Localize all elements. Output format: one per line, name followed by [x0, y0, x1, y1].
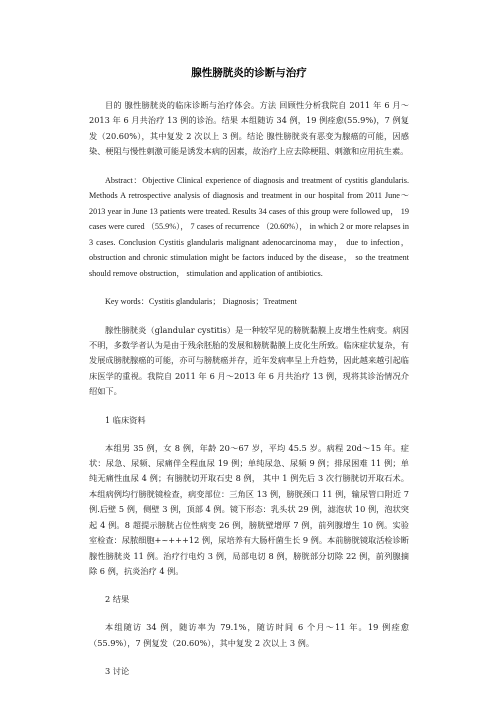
- section-heading-2: 2 结果: [105, 594, 130, 605]
- paper-title: 腺性膀胱炎的诊断与治疗: [191, 67, 307, 79]
- section-heading-3: 3 讨论: [105, 666, 130, 677]
- section-text-1: 本组男 35 例，女 8 例，年龄 20～67 岁，平均 45.5 岁。病程 20d～15 年。症状：尿急、尿频、尿痛伴全程血尿 19 例；单纯尿急、尿频 9 例；排尿困难 11 例；单纯无痛性血尿 4 例；有膀胱切开取石史 8 例， 其中 1 例先后 3 次行膀胱切开取石术。本组病例均行膀胱镜检查，病变部位：三角区 13 例，膀胱颈口 11 例，输尿管口附近 7 例.后壁 5 例，侧壁 3 例，顶部 4 例。镜下形态：乳头状 29 例，滤泡状 10 例，泡状突起 4 例。8 超提示膀胱占位性病变 26 例，膀胱壁增厚 7 例，前列腺增生 10 例。实验室检查：尿脓细胞+~+++12 例，尿培养有大肠杆菌生长 9 例。本前膀胱镜取活检诊断腺性膀胱炎 11 例。治疗行电灼 3 例，局部电切 8 例，膀胱部分切除 22 例，前列腺摘除 6 例，抗炎治疗 4 例。: [89, 442, 409, 576]
- abstract-en: Abstract：Objective Clinical experience of diagnosis and treatment of cystitis glandularis. Methods A retrospective analysis of diagnosis and treatment in our hospital from 2011 June～2013 year in June 13 patients were treated. Results 34 cases of this group were followed up， 19 cases were cured （55.9%）， 7 cases of recurrence （20.60%）， in which 2 or more relapses in 3 cases. Conclusion Cystitis glandularis malignant adenocarcinoma may， due to infection， obstruction and chronic stimulation might be factors induced by the disease， so the treatment should remove obstruction， stimulation and application of antibiotics.: [89, 175, 409, 278]
- abstract-cn: 目的 腺性膀胱炎的临床诊断与治疗体会。方法 回顾性分析我院自 2011 年 6 月～2013 年 6 月共治疗 13 例的诊治。结果 本组随访 34 例，19 例痊愈(55.9%)，7 例复发（20.60%），其中复发 2 次以上 3 例。结论 腺性膀胱炎有恶变为腺癌的可能，因感染、梗阻与慢性刺激可能是诱发本病的因素，故治疗上应去除梗阻、刺激和应用抗生素。: [89, 100, 409, 157]
- keywords: Key words：Cystitis glandularis； Diagnosis；Treatment: [105, 297, 297, 307]
- section-heading-1: 1 临床资料: [105, 414, 146, 425]
- intro-paragraph: 腺性膀胱炎（glandular cystitis）是一种较罕见的膀胱黏膜上皮增生性病变。病因不明，多数学者认为是由于残余胚胎的发展和膀胱黏膜上皮化生所致。临床症状复杂，有发展成膀胱腺癌的可能，亦可与膀胱癌并存，近年发病率呈上升趋势，因此越来越引起临床医学的重视。我院自 2011 年 6 月～2013 年 6 月共治疗 13 例，现将其诊治情况介绍如下。: [89, 324, 409, 397]
- section-text-2: 本组随访 34 例，随访率为 79.1%，随访时间 6 个月～11 年。19 例痊愈（55.9%），7 例复发（20.60%），其中复发 2 次以上 3 例。: [89, 622, 409, 648]
